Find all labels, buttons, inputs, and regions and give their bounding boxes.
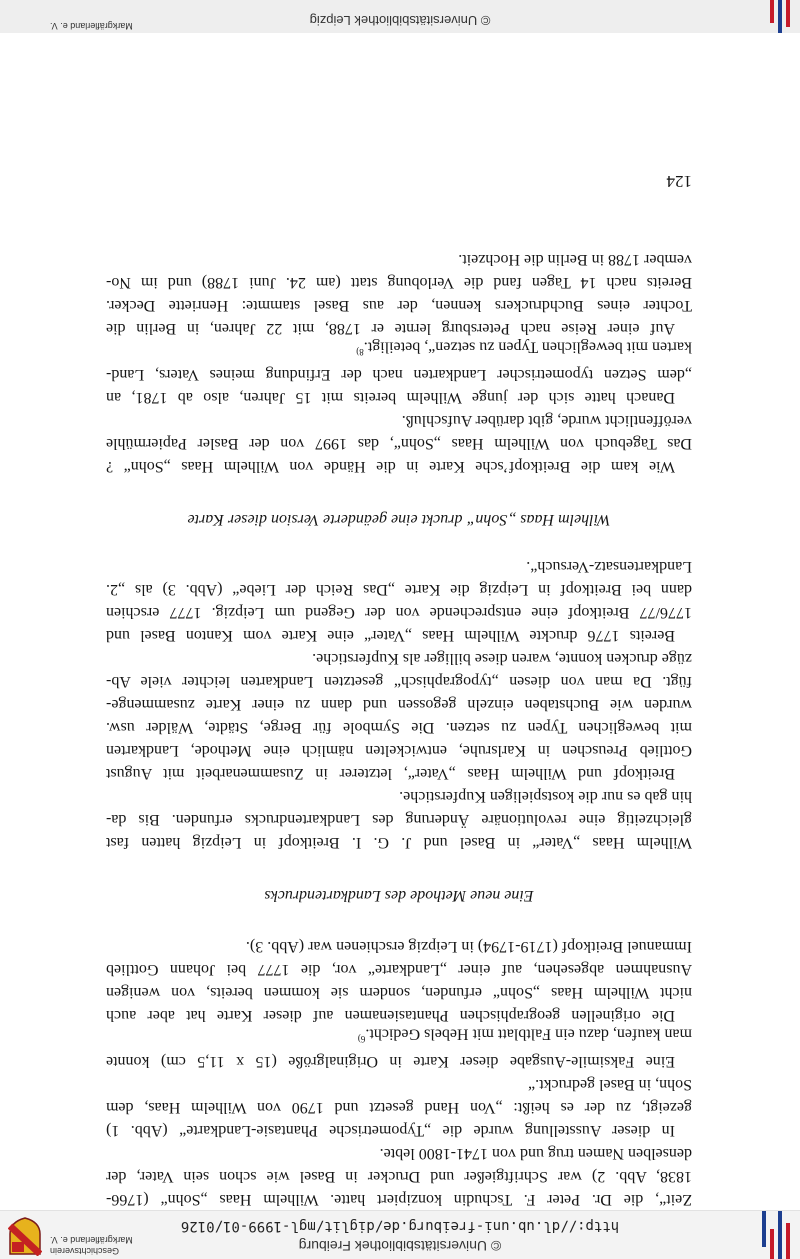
- text-line: 1838, Abb. 2) war Schriftgießer und Drucker in Basel wie schon sein Vater, der: [106, 1168, 692, 1185]
- text-line: „dem Setzen typometrischer Landkarten nach der Erfindung meines Vaters, Land-: [106, 366, 692, 383]
- footer-bar: [0, 1210, 800, 1259]
- text-line: dann bei Breitkopf in Leipzig die Karte „Das Reich der Liebe“ (Abb. 3) als „2.: [106, 581, 692, 598]
- text-line: mit beweglichen Typen zu setzen. Die Symbole für Berge, Städte, Wälder usw.: [106, 719, 692, 736]
- footer-url[interactable]: http://dl.ub.uni-freiburg.de/diglit/mgl-1999-01/0126: [180, 1218, 620, 1234]
- footer-copyright: © Universitätsbibliothek Freiburg: [298, 1238, 502, 1254]
- text-line: Breitkopf und Wilhelm Haas „Vater“, letzterer in Zusammenarbeit mit August: [106, 765, 675, 782]
- society-line-1: Geschichtsverein: [50, 1246, 120, 1256]
- text-line: hin gab es nur die kostspieligen Kupferstiche.: [399, 788, 692, 805]
- text-line: Gottlieb Preuschen in Karlsruhe, entwickelten nämlich eine Methode, Landkarten: [106, 742, 692, 759]
- text-line: Danach hatte sich der junge Wilhelm bereits mit 15 Jahren, also ab 1781, an: [106, 389, 675, 406]
- text-line: Wie kam die Breitkopf’sche Karte in die Hände von Wilhelm Haas „Sohn“ ?: [106, 458, 675, 475]
- header-society: Markgräflerland e. V.: [50, 21, 133, 31]
- text-line: Tochter eines Buchdruckers kennen, der aus Basel stammte: Henriette Decker.: [106, 297, 692, 314]
- section-heading: Eine neue Methode des Landkartendrucks: [264, 887, 534, 904]
- text-line: In dieser Ausstellung wurde die „Typometrische Phantasie-Landkarte“ (Abb. 1): [106, 1122, 675, 1139]
- text-line: denselben Namen trug und von 1741-1800 lebte.: [379, 1145, 692, 1162]
- text-line: 1776/77 Breitkopf eine entsprechende von der Gegend um Leipzig. 1777 erschien: [106, 604, 692, 621]
- text-line: Ausnahmen abgesehen, auf einer „Landkarte“ vor, die 1777 bei Johann Gottlieb: [106, 961, 692, 978]
- section-heading: Wilhelm Haas „Sohn“ druckt eine geänderte Version dieser Karte: [187, 511, 611, 528]
- text-line: gezeigt, zu der es heißt: „Von Hand gesetzt und 1790 von Wilhelm Haas, dem: [106, 1099, 692, 1116]
- text-line: veröffentlicht wurde, gibt darüber Aufschluß.: [401, 412, 692, 429]
- text-line: gleichzeitig eine revolutionäre Änderung des Landkartendrucks erfunden. Bis da-: [106, 811, 692, 828]
- society-line-2: Markgräflerland e. V.: [50, 1235, 133, 1245]
- text-line: fügt. Da man von diesen „typographisch“ gesetzten Landkarten leichter viele Ab-: [106, 673, 692, 690]
- text-line: Auf einer Reise nach Petersburg lernte er 1788, mit 22 Jahren, in Berlin die: [106, 320, 675, 337]
- footnote-ref: 8): [356, 347, 364, 357]
- text-line: Das Tagebuch von Wilhelm Haas „Sohn“, das 1997 von der Basler Papiermühle: [106, 435, 692, 452]
- header-bar: [0, 0, 800, 33]
- text-line: Bereits 1776 druckte Wilhelm Haas „Vater“ eine Karte vom Kanton Basel und: [106, 627, 675, 644]
- text-line: Zeit“, die Dr. Peter F. Tschudin konzipiert hatte. Wilhelm Haas „Sohn“ (1766-: [106, 1191, 692, 1208]
- text-line: Sohn, in Basel gedruckt.“: [528, 1076, 692, 1093]
- text-line: nicht Wilhelm Haas „Sohn“ erfunden, sondern sie kommen bereits, von wenigen: [106, 984, 692, 1001]
- footnote-ref: 6): [357, 1034, 366, 1044]
- text-line: züge drucken konnte, waren diese billiger als Kupferstiche.: [312, 650, 692, 667]
- text-line: Wilhelm Haas „Vater“ in Basel und J. G. I. Breitkopf in Leipzig hatten fast: [106, 834, 692, 851]
- text-span: man kaufen, dazu ein Faltblatt mit Hebels Gedicht.: [365, 1025, 692, 1043]
- page-number: 124: [666, 172, 692, 191]
- text-line: Bereits nach 14 Tagen fand die Verlobung statt (am 24. Juni 1788) und im No-: [106, 274, 692, 291]
- text-line: wurden wie Buchstaben einzeln gegossen und dann zu einer Karte zusammenge-: [106, 696, 692, 713]
- crest-icon: [8, 1216, 42, 1256]
- text-line: Immanuel Breitkopf (1719-1794) in Leipzig erschienen war (Abb. 3).: [245, 938, 692, 955]
- text-span: karten mit beweglichen Typen zu setzen“, beteiligt.: [363, 338, 692, 356]
- text-line: Landkartensatz-Versuch“.: [526, 558, 692, 575]
- text-line: Eine Faksimile-Ausgabe dieser Karte in Originalgröße (15 x 11,5 cm) konnte: [106, 1053, 675, 1070]
- society-name: [50, 1234, 162, 1256]
- text-line: vember 1788 in Berlin die Hochzeit.: [458, 251, 692, 268]
- header-copyright: © Universitätsbibliothek Leipzig: [309, 13, 491, 28]
- text-line: Die originellen geographischen Phantasienamen auf dieser Karte hat aber auch: [106, 1007, 675, 1024]
